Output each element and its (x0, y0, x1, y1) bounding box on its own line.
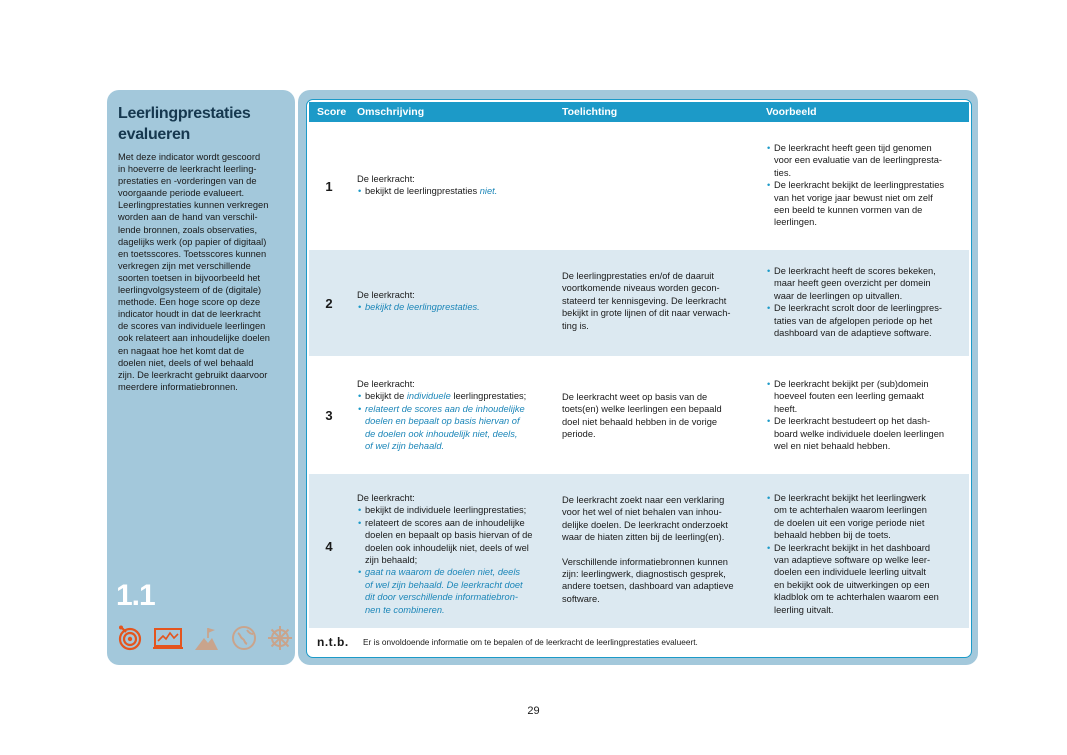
header-score: Score (317, 106, 347, 118)
header-voorbeeld: Voorbeeld (766, 106, 817, 118)
omschrijving-cell (357, 492, 557, 616)
line: hoeveel fouten een leerling gemaakt (774, 391, 924, 402)
line: periode. (562, 429, 596, 440)
line: Verschillende informatiebronnen kunnen (562, 556, 728, 567)
list-item: • relateert de scores aan de inhoudelijke doelen en bepaalt op basis hiervan of de doelen ook inhoudelijk niet, deels of wel zijn behaald; (357, 517, 557, 567)
description-line: leerlingvolgsysteem of de (digitale) (118, 285, 262, 296)
line: van adaptieve software op welke leer- (774, 555, 931, 566)
line: heeft. (774, 403, 798, 414)
description-line: soorten toetsen in bijvoorbeeld het (118, 272, 261, 283)
page-number: 29 (527, 705, 540, 717)
voorbeeld-cell (766, 378, 969, 452)
line: De leerkracht bekijkt het leerlingwerk (774, 493, 926, 503)
indicator-sidebar (107, 90, 295, 665)
line: bekijkt in grote lijnen of dit naar verwach- (562, 308, 731, 319)
title-line: evalueren (118, 126, 191, 143)
globe-icon (230, 624, 258, 652)
line: de doelen ook inhoudelijk niet, deels, (365, 428, 518, 439)
rubric-panel (298, 90, 978, 665)
omschrijving-intro: De leerkracht: (357, 174, 415, 184)
line: waar de leerlingen op uitvallen. (774, 290, 903, 301)
line: ting is. (562, 320, 589, 331)
line: zijn: leerlingwerk, diagnostisch gesprek, (562, 569, 726, 580)
line: De leerkracht heeft geen tijd genomen (774, 143, 932, 153)
line: nen te combineren. (365, 604, 445, 615)
description-line: zijn. De leerkracht gebruikt daarvoor (118, 369, 268, 380)
line: wel en niet behaald hebben. (774, 441, 891, 452)
list-item: • De leerkracht bekijkt per (sub)domein hoeveel fouten een leerling gemaakt heeft. (766, 378, 969, 415)
line: maar heeft geen overzicht per domein (774, 278, 931, 289)
description-line: indicator houdt in dat de leerkracht (118, 309, 261, 320)
line: kladblok om te achterhalen waarom een (774, 592, 939, 603)
line: behaald hebben bij de toets. (774, 530, 891, 541)
ship-wheel-icon (266, 624, 294, 652)
table-row (309, 124, 969, 248)
line: De leerkracht weet op basis van de (562, 392, 708, 402)
list-item: • relateert de scores aan de inhoudelijke doelen en bepaalt op basis hiervan of de doelen ook inhoudelijk niet, deels, of wel zijn behaald. (357, 403, 557, 453)
list-item: • bekijkt de individuele leerlingprestaties; (357, 504, 557, 516)
line: of wel zijn behaald. (365, 441, 445, 452)
description-line: in hoeverre de leerkracht leerling- (118, 164, 257, 175)
line: ties. (774, 167, 792, 178)
list-item: • bekijkt de individuele leerlingprestaties; (358, 391, 527, 402)
indicator-title (118, 103, 288, 145)
line: relateert de scores aan de inhoudelijke (365, 403, 525, 414)
line: toets(en) welke leerlingen een bepaald (562, 404, 722, 415)
omschrijving-cell (357, 173, 557, 198)
spacer (562, 544, 762, 556)
header-omschrijving: Omschrijving (357, 106, 425, 118)
omschrijving-cell (357, 378, 557, 452)
list-item: • De leerkracht heeft geen tijd genomen voor een evaluatie van de leerlingpresta- ties. (766, 142, 966, 179)
line: De leerkracht bestudeert op het dash- (774, 416, 931, 427)
item-text: bekijkt de (365, 391, 407, 402)
indicator-number: 1.1 (116, 579, 155, 612)
ntb-label: n.t.b. (317, 635, 349, 649)
line: doel niet behaald hebben in de vorige (562, 416, 718, 427)
line: De leerkracht bekijkt per (sub)domein (774, 379, 929, 389)
voorbeeld-cell (766, 142, 966, 229)
list-item: • De leerkracht heeft de scores bekeken, maar heeft geen overzicht per domein waar de leerlingen op uitvallen. (766, 265, 969, 302)
line: board welke individuele doelen leerlingen (774, 428, 945, 439)
line: relateert de scores aan de inhoudelijke (365, 517, 525, 528)
line: doelen en bepaalt op basis hiervan of (365, 416, 520, 427)
score-value: 1 (325, 179, 333, 194)
list-item: • De leerkracht bekijkt de leerlingprestaties van het vorige jaar bewust niet om zelf een beeld te kunnen vormen van de leerlingen. (766, 179, 966, 229)
line: stateerd ter kennisgeving. De leerkracht (562, 295, 727, 306)
line: De leerkracht bekijkt de leerlingprestaties (774, 180, 945, 191)
score-value: 3 (325, 408, 333, 423)
line: voor een evaluatie van de leerlingpresta- (774, 155, 942, 166)
line: doelen een individuele leerling uitvalt (774, 567, 926, 578)
line: een beeld te kunnen vormen van de (774, 205, 923, 216)
line: De leerlingprestaties en/of de daaruit (562, 271, 714, 281)
header-toelichting: Toelichting (562, 106, 618, 118)
line: De leerkracht heeft de scores bekeken, (774, 266, 936, 276)
omschrijving-intro: De leerkracht: (357, 493, 415, 503)
description-line: dagelijks werk (op papier of digitaal) (118, 236, 267, 247)
line: dit door verschillende informatiebron- (365, 592, 518, 603)
rubric-table (306, 99, 972, 658)
target-icon (116, 624, 144, 652)
list-item: • De leerkracht bekijkt in het dashboard van adaptieve software op welke leer- doelen een individuele leerling uitvalt en bekijkt ook de uitwerkingen op een kladblok om te achterhalen waarom een leerling uitvalt. (766, 542, 969, 616)
description-line: en nagaat hoe het komt dat de (118, 345, 245, 356)
score-value: 2 (325, 296, 333, 311)
line: waar de hiaten zitten bij de leerling(en). (562, 532, 725, 543)
line: of wel zijn behaald. De leerkracht doet (365, 579, 523, 590)
toelichting-cell (562, 494, 762, 605)
description-line: prestaties en -vorderingen van de (118, 176, 257, 187)
list-item: • De leerkracht bestudeert op het dash- board welke individuele doelen leerlingen wel en niet behaald hebben. (766, 415, 969, 452)
list-item: • De leerkracht scrolt door de leerlingpres- taties van de afgelopen periode op het dashboard van de adaptieve software. (766, 302, 969, 339)
toelichting-cell (562, 391, 762, 441)
line: andere toetsen, dashboard van adaptieve (562, 581, 734, 592)
item-text: leerlingprestaties; (450, 391, 527, 402)
line: doelen ook inhoudelijk niet, deels of wel (365, 542, 529, 553)
description-line: lende bronnen, zoals observaties, (118, 224, 258, 235)
description-line: voorgaande periode evalueert. (118, 188, 245, 199)
ntb-text: Er is onvoldoende informatie om te bepalen of de leerkracht de leerlingprestaties evalueert. (363, 637, 698, 647)
line: voor het wel of niet behalen van inhou- (562, 507, 722, 518)
line: en bekijkt ook de uitwerkingen op een (774, 579, 930, 590)
domain-icons (116, 624, 288, 654)
line: dashboard van de adaptieve software. (774, 328, 932, 339)
indicator-description (118, 151, 288, 393)
description-line: worden aan de hand van verschil- (118, 212, 258, 223)
list-item: • bekijkt de leerlingprestaties niet. (358, 186, 498, 197)
description-line: verkregen zijn met verschillende (118, 260, 251, 271)
ntb-row (309, 630, 969, 654)
description-line: doelen niet, deels of wel behaald (118, 357, 254, 368)
table-header (309, 102, 969, 122)
line: doelen en bepaalt op basis hiervan of de (365, 530, 533, 541)
table-row (309, 474, 969, 628)
table-row (309, 250, 969, 356)
line: delijke doelen. De leerkracht onderzoekt (562, 519, 728, 530)
description-line: Leerlingprestaties kunnen verkregen (118, 200, 269, 211)
omschrijving-intro: De leerkracht: (357, 379, 415, 389)
score-value: 4 (325, 539, 333, 554)
description-line: en toetsscores. Toetsscores kunnen (118, 248, 267, 259)
voorbeeld-cell (766, 265, 969, 339)
description-line: meerdere informatiebronnen. (118, 381, 238, 392)
list-item: • De leerkracht bekijkt het leerlingwerk om te achterhalen waarom leerlingen de doelen uit een vorige periode niet behaald hebben bij de toets. (766, 492, 969, 542)
item-emphasis: niet. (479, 186, 498, 197)
line: de doelen uit een vorige periode niet (774, 517, 925, 528)
item-text: bekijkt de leerlingprestaties (365, 186, 480, 197)
description-line: de scores van individuele leerlingen (118, 321, 266, 332)
table-row (309, 358, 969, 472)
line: van het vorige jaar bewust niet om zelf (774, 192, 933, 203)
line: gaat na waarom de doelen niet, deels (365, 567, 521, 578)
omschrijving-intro: De leerkracht: (357, 290, 415, 300)
title-line: Leerlingprestaties (118, 105, 251, 122)
item-emphasis: individuele (406, 391, 451, 402)
line: taties van de afgelopen periode op het (774, 315, 933, 326)
item-text: bekijkt de leerlingprestaties. (365, 302, 480, 313)
voorbeeld-cell (766, 492, 969, 616)
line: zijn behaald; (365, 555, 418, 566)
line: software. (562, 593, 600, 604)
toelichting-cell (562, 270, 762, 332)
omschrijving-cell (357, 289, 557, 314)
line: De leerkracht bekijkt in het dashboard (774, 542, 931, 553)
line: De leerkracht zoekt naar een verklaring (562, 495, 725, 505)
description-line: ook relateert aan inhoudelijke doelen (118, 333, 270, 344)
description-line: methode. Een hoge score op deze (118, 297, 261, 308)
line: De leerkracht scrolt door de leerlingpres- (774, 303, 942, 314)
line: leerling uitvalt. (774, 604, 834, 615)
list-item: • bekijkt de leerlingprestaties. (358, 302, 480, 313)
line: om te achterhalen waarom leerlingen (774, 505, 927, 516)
line: leerlingen. (774, 217, 817, 228)
mountain-flag-icon (192, 624, 220, 652)
line: bekijkt de individuele leerlingprestaties; (365, 505, 527, 516)
list-item: • gaat na waarom de doelen niet, deels of wel zijn behaald. De leerkracht doet dit door verschillende informatiebron- nen te combineren. (357, 566, 557, 616)
line: voortkomende niveaus worden gecon- (562, 283, 720, 294)
description-line: Met deze indicator wordt gescoord (118, 152, 261, 162)
monitor-chart-icon (152, 624, 184, 652)
